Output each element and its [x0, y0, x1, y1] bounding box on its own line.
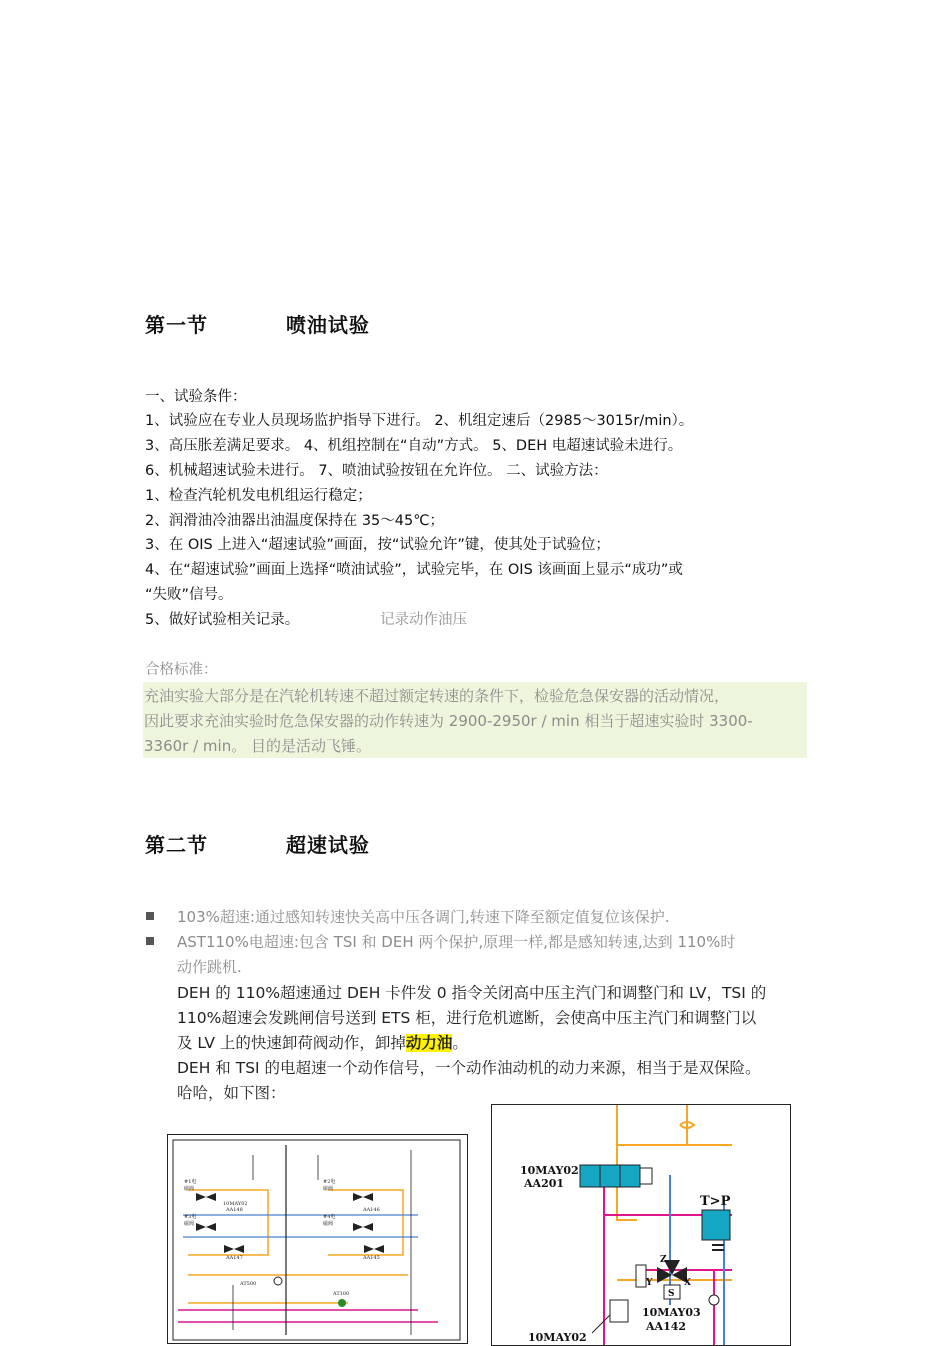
bullet-square-icon	[146, 912, 154, 920]
para2-line-1: DEH 和 TSI 的电超速一个动作信号，一个动作油动机的动力来源，相当于是双保险。	[177, 1059, 761, 1077]
svg-text:10MAY02: 10MAY02	[223, 1201, 248, 1207]
svg-text:Z: Z	[660, 1255, 667, 1265]
bullet-2-line-2: 动作跳机.	[177, 958, 242, 976]
label-valve1: #1电	[184, 1179, 197, 1185]
svg-text:AA142: AA142	[646, 1320, 687, 1333]
standard-label: 合格标准：	[145, 662, 218, 678]
svg-text:AA201: AA201	[524, 1177, 565, 1190]
svg-text:AT100: AT100	[333, 1291, 350, 1297]
highlight-power-oil: 动力油	[405, 1034, 453, 1052]
text-line-7: 4、在“超速试验”画面上选择“喷油试验”，试验完毕，在 OIS 该画面上显示“成功”或	[145, 562, 683, 578]
label-valve4: #4电	[323, 1214, 336, 1220]
label-10may03-aa142: 10MAY03	[642, 1306, 701, 1319]
text-line-1: 1、试验应在专业人员现场监护指导下进行。 2、机组定速后（2985～3015r/min）。	[145, 413, 694, 429]
standard-line-3: 3360r / min。 目的是活动飞锤。	[144, 737, 371, 755]
standard-line-1: 充油实验大部分是在汽轮机转速不超过额定转速的条件下，检验危急保安器的活动情况，	[144, 687, 730, 705]
svg-text:AA146: AA146	[363, 1207, 380, 1213]
section1-heading	[145, 309, 370, 338]
svg-text:磁阀: 磁阀	[184, 1186, 195, 1192]
bullet-square-icon	[146, 937, 154, 945]
para2-line-2: 哈哈，如下图：	[177, 1084, 286, 1102]
svg-text:AA147: AA147	[226, 1255, 243, 1261]
section1-number: 第一节	[145, 313, 208, 337]
svg-text:AT500: AT500	[240, 1281, 257, 1287]
label-valve3: #3电	[184, 1214, 197, 1220]
section1-title: 喷油试验	[285, 313, 370, 337]
standard-line-2: 因此要求充油实验时危急保安器的动作转速为 2900-2950r / min 相当于超速实验时 3300-	[144, 712, 753, 730]
text-line-6: 3、在 OIS 上进入“超速试验”画面，按“试验允许”键，使其处于试验位；	[145, 537, 610, 553]
svg-text:磁阀: 磁阀	[323, 1221, 334, 1227]
section2-title: 超速试验	[285, 833, 370, 857]
text-line-4: 1、检查汽轮机发电机组运行稳定；	[145, 488, 372, 504]
para1-line-2: 110%超速会发跳闸信号送到 ETS 柜，进行危机遮断，会使高中压主汽门和调整门以	[177, 1009, 757, 1027]
record-note: 记录动作油压	[380, 612, 467, 628]
svg-text:AA148: AA148	[226, 1207, 243, 1213]
label-valve2: #2电	[323, 1179, 336, 1185]
conditions-heading: 一、试验条件：	[145, 389, 247, 405]
text-line-step5: 5、做好试验相关记录。	[145, 612, 300, 628]
bullet-1: 103%超速:通过感知转速快关高中压各调门,转速下降至额定值复位该保护.	[177, 908, 670, 926]
svg-text:磁阀: 磁阀	[184, 1221, 195, 1227]
section2-heading	[145, 829, 370, 858]
svg-text:X: X	[684, 1278, 691, 1288]
standard-box	[143, 682, 807, 758]
label-t-gt-p: T>P	[700, 1194, 731, 1209]
bullet-2-line-1: AST110%电超速:包含 TSI 和 DEH 两个保护,原理一样,都是感知转速,达到 110%时	[177, 933, 736, 951]
text-line-5: 2、润滑油冷油器出油温度保持在 35～45℃；	[145, 513, 445, 529]
svg-text:AA145: AA145	[363, 1255, 380, 1261]
text-line-3: 6、机械超速试验未进行。 7、喷油试验按钮在允许位。 二、试验方法：	[145, 463, 608, 479]
text-line-2: 3、高压胀差满足要求。 4、机组控制在“自动”方式。 5、DEH 电超速试验未进行。	[145, 438, 683, 454]
svg-text:10MAY02: 10MAY02	[528, 1331, 587, 1344]
svg-text:S: S	[668, 1289, 675, 1299]
para1-line-3: 及 LV 上的快速卸荷阀动作，卸掉动力油。	[177, 1034, 468, 1052]
svg-text:磁阀: 磁阀	[323, 1186, 334, 1192]
left-schematic-figure	[167, 1134, 468, 1344]
text-line-8: “失败”信号。	[145, 587, 233, 603]
para1-line-1: DEH 的 110%超速通过 DEH 卡件发 0 指令关闭高中压主汽门和调整门和 LV，TSI 的	[177, 984, 767, 1002]
label-10may02-aa201: 10MAY02	[520, 1164, 579, 1177]
right-schematic-figure	[491, 1104, 791, 1346]
section2-number: 第二节	[145, 833, 208, 857]
left-schematic-diagram	[168, 1135, 467, 1343]
right-schematic-diagram	[492, 1105, 790, 1345]
svg-text:Y: Y	[646, 1278, 653, 1288]
